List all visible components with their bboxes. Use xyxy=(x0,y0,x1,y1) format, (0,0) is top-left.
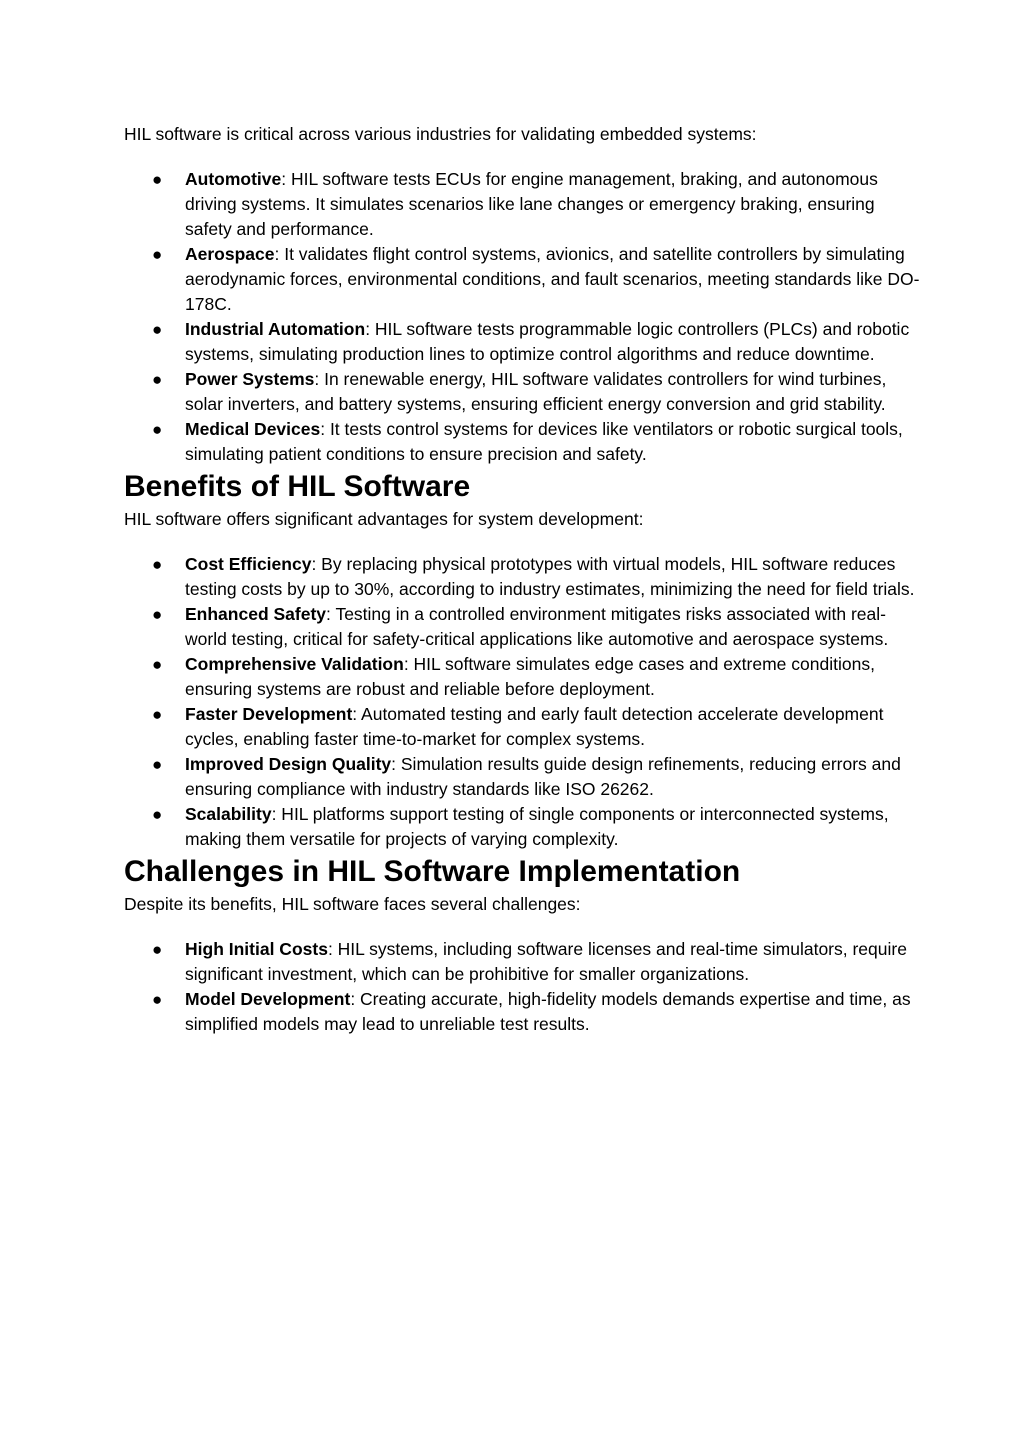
list-item xyxy=(152,602,924,652)
list-item xyxy=(152,242,924,317)
list-item-term: Medical Devices xyxy=(185,419,321,439)
bullet-icon: ● xyxy=(152,990,163,1009)
bullet-icon: ● xyxy=(152,420,163,439)
list-item-text: : HIL software tests programmable logic controllers (PLCs) and robotic systems, simulating production lines to optimize control algorithms and reduce downtime. xyxy=(185,319,910,364)
list-item xyxy=(152,752,924,802)
list-item-term: Scalability xyxy=(185,804,272,824)
bullet-icon: ● xyxy=(152,805,163,824)
challenges-intro-paragraph: Despite its benefits, HIL software faces several challenges: xyxy=(124,894,581,914)
list-item xyxy=(152,937,924,987)
bullet-icon: ● xyxy=(152,320,163,339)
industries-intro-paragraph: HIL software is critical across various industries for validating embedded systems: xyxy=(124,124,757,144)
list-item xyxy=(152,167,924,242)
list-item-term: Improved Design Quality xyxy=(185,754,392,774)
list-item xyxy=(152,552,924,602)
list-item xyxy=(152,367,924,417)
challenges-heading: Challenges in HIL Software Implementation xyxy=(124,855,741,888)
list-item-term: Model Development xyxy=(185,989,351,1009)
bullet-icon: ● xyxy=(152,245,163,264)
list-item-text: : It tests control systems for devices like ventilators or robotic surgical tools, simulating patient conditions to ensure precision and safety. xyxy=(185,419,903,464)
industries-list xyxy=(124,167,924,467)
list-item-text: : Creating accurate, high-fidelity models demands expertise and time, as simplified models may lead to unreliable test results. xyxy=(185,989,911,1034)
list-item-text: : Testing in a controlled environment mitigates risks associated with real-world testing, critical for safety-critical applications like automotive and aerospace systems. xyxy=(185,604,889,649)
list-item-text: : HIL systems, including software licenses and real-time simulators, require significant investment, which can be prohibitive for smaller organizations. xyxy=(185,939,907,984)
bullet-icon: ● xyxy=(152,655,163,674)
benefits-heading: Benefits of HIL Software xyxy=(124,470,471,503)
list-item-text: : By replacing physical prototypes with virtual models, HIL software reduces testing costs by up to 30%, according to industry estimates, minimizing the need for field trials. xyxy=(185,554,915,599)
list-item-text: : Automated testing and early fault detection accelerate development cycles, enabling faster time-to-market for complex systems. xyxy=(185,704,884,749)
list-item-text: : HIL software simulates edge cases and extreme conditions, ensuring systems are robust and reliable before deployment. xyxy=(185,654,875,699)
benefits-intro-paragraph: HIL software offers significant advantages for system development: xyxy=(124,509,644,529)
list-item-term: Power Systems xyxy=(185,369,315,389)
list-item-term: Faster Development xyxy=(185,704,353,724)
list-item xyxy=(152,317,924,367)
list-item-text: : HIL software tests ECUs for engine management, braking, and autonomous driving systems. It simulates scenarios like lane changes or emergency braking, ensuring safety and performance. xyxy=(185,169,878,239)
list-item xyxy=(152,702,924,752)
bullet-icon: ● xyxy=(152,755,163,774)
list-item-term: Cost Efficiency xyxy=(185,554,312,574)
challenges-list xyxy=(124,937,924,1037)
list-item-term: Industrial Automation xyxy=(185,319,366,339)
list-item-text: : It validates flight control systems, avionics, and satellite controllers by simulating aerodynamic forces, environmental conditions, and fault scenarios, meeting standards like DO-178C. xyxy=(185,244,920,314)
benefits-list xyxy=(124,552,924,852)
bullet-icon: ● xyxy=(152,605,163,624)
bullet-icon: ● xyxy=(152,705,163,724)
bullet-icon: ● xyxy=(152,555,163,574)
list-item-text: : Simulation results guide design refinements, reducing errors and ensuring compliance with industry standards like ISO 26262. xyxy=(185,754,901,799)
list-item-term: Automotive xyxy=(185,169,282,189)
list-item-text: : HIL platforms support testing of single components or interconnected systems, making them versatile for projects of varying complexity. xyxy=(185,804,889,849)
list-item xyxy=(152,802,924,852)
list-item-term: Aerospace xyxy=(185,244,275,264)
list-item xyxy=(152,652,924,702)
list-item-term: Enhanced Safety xyxy=(185,604,327,624)
bullet-icon: ● xyxy=(152,370,163,389)
list-item xyxy=(152,987,924,1037)
bullet-icon: ● xyxy=(152,170,163,189)
list-item-text: : In renewable energy, HIL software validates controllers for wind turbines, solar inverters, and battery systems, ensuring efficient energy conversion and grid stability. xyxy=(185,369,887,414)
list-item-term: High Initial Costs xyxy=(185,939,328,959)
list-item-term: Comprehensive Validation xyxy=(185,654,404,674)
bullet-icon: ● xyxy=(152,940,163,959)
list-item xyxy=(152,417,924,467)
